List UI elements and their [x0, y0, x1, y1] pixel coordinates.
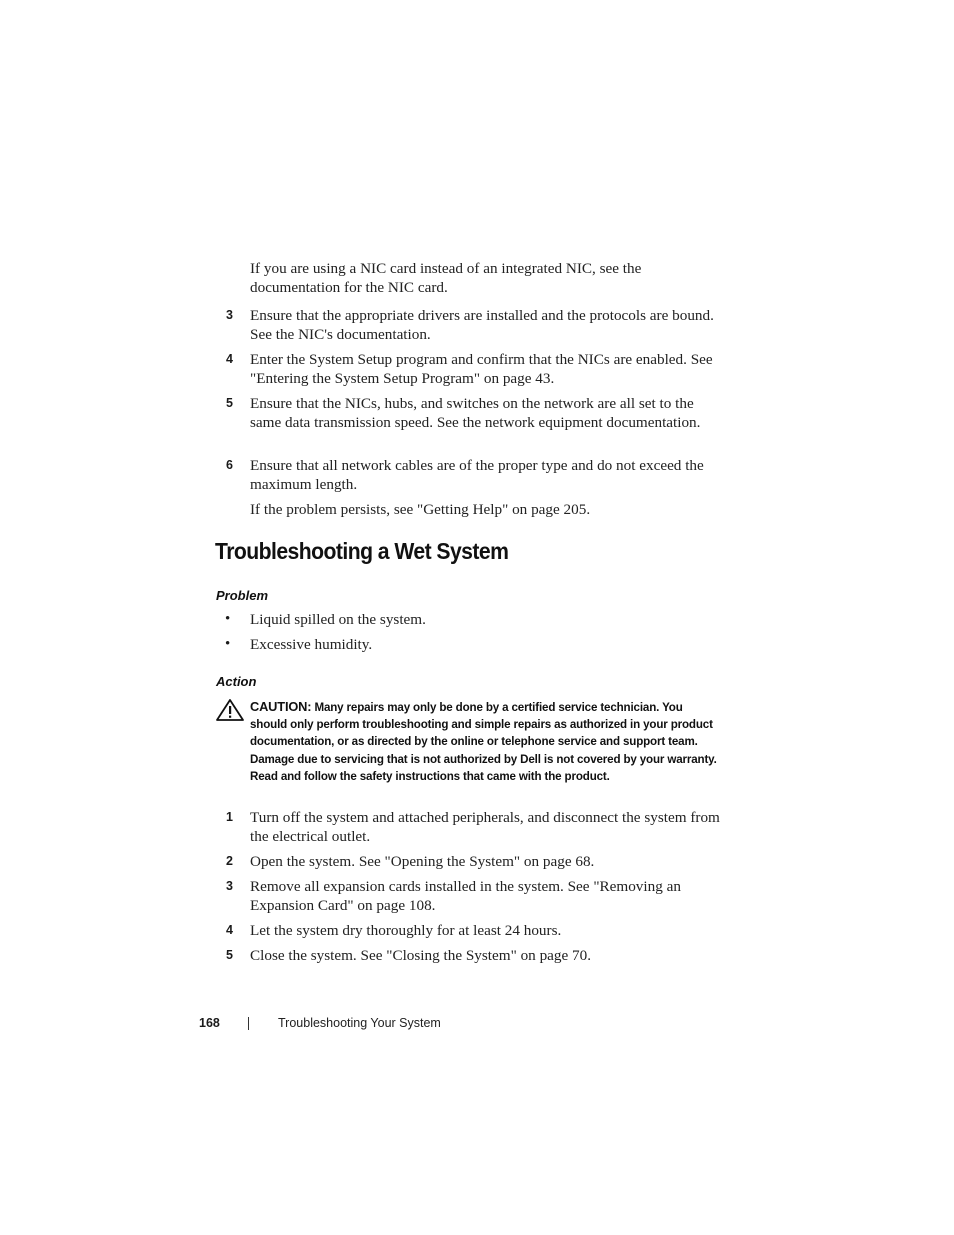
step-text: Remove all expansion cards installed in the system. See "Removing an Expansion Card" on page 108.: [250, 878, 681, 914]
step-number: 3: [226, 879, 233, 893]
problem-bullet: Liquid spilled on the system.: [250, 611, 426, 628]
persist-note: If the problem persists, see "Getting Help" on page 205.: [250, 501, 591, 518]
step-number: 3: [226, 308, 233, 322]
step-text: Enter the System Setup program and confirm that the NICs are enabled. See "Entering the System Setup Program" on page 43.: [250, 351, 713, 387]
bullet-icon: •: [225, 611, 231, 627]
problem-heading: Problem: [216, 588, 269, 603]
page-number: 168: [199, 1016, 220, 1030]
step-text: Ensure that the NICs, hubs, and switches on the network are all set to the same data transmission speed. See the network equipment documentation.: [250, 395, 701, 431]
step-text: Turn off the system and attached peripherals, and disconnect the system from the electrical outlet.: [250, 809, 720, 845]
action-heading: Action: [216, 674, 257, 689]
step-number: 5: [226, 948, 233, 962]
step-text: Let the system dry thoroughly for at least 24 hours.: [250, 922, 562, 939]
chapter-title: Troubleshooting Your System: [278, 1016, 441, 1030]
intro-paragraph: If you are using a NIC card instead of an integrated NIC, see the documentation for the NIC card.: [250, 260, 642, 296]
step-text: Open the system. See "Opening the System" on page 68.: [250, 853, 595, 870]
caution-body: Many repairs may only be done by a certified service technician. You should only perform troubleshooting and simple repairs as authorized in your product documentation, or as directed by the online or telephone service and support team. Damage due to servicing that is not authorized by Dell is not covered by your warranty. Read and follow the safety instructions that came with the product.: [250, 701, 717, 783]
section-title: Troubleshooting a Wet System: [215, 538, 509, 564]
step-number: 2: [226, 854, 233, 868]
caution-notice: [250, 698, 720, 785]
problem-bullet: Excessive humidity.: [250, 636, 373, 653]
bullet-icon: •: [225, 636, 231, 652]
step-number: 5: [226, 396, 233, 410]
step-number: 1: [226, 810, 233, 824]
caution-label: CAUTION:: [250, 699, 312, 714]
step-text: Close the system. See "Closing the System" on page 70.: [250, 947, 592, 964]
step-number: 4: [226, 923, 233, 937]
step-number: 4: [226, 352, 233, 366]
caution-triangle-icon: [215, 698, 245, 722]
step-text: Ensure that the appropriate drivers are installed and the protocols are bound. See the NIC's documentation.: [250, 307, 714, 343]
step-text: Ensure that all network cables are of the proper type and do not exceed the maximum length.: [250, 457, 704, 493]
step-number: 6: [226, 458, 233, 472]
footer-divider: [248, 1017, 249, 1030]
